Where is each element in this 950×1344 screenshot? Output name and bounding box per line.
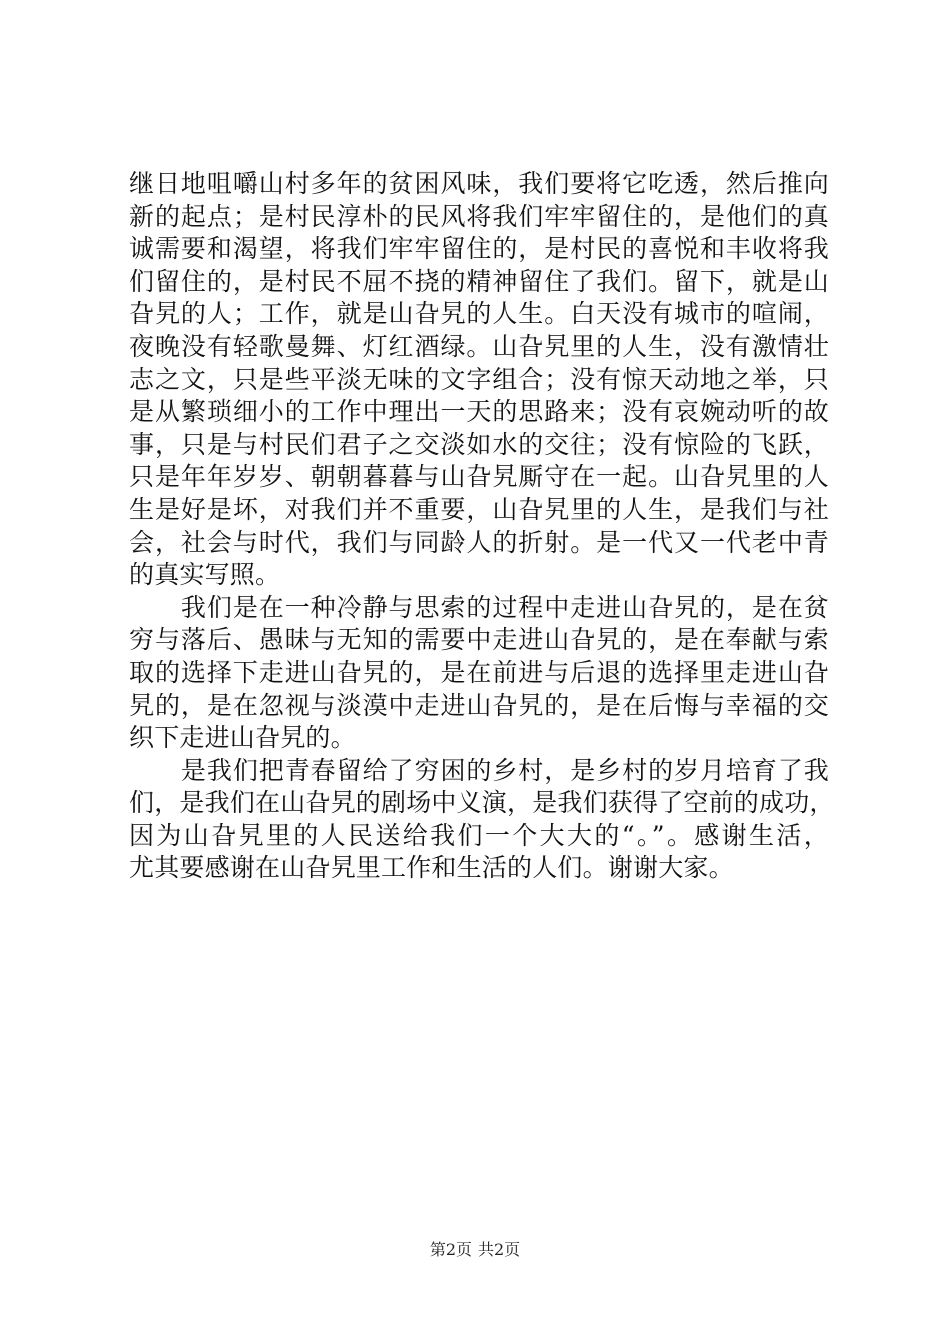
- text-line: 织下走进山旮旯的。: [129, 723, 356, 753]
- text-line: 诚需要和渴望，将我们牢牢留住的，是村民的喜悦和丰收将我: [129, 234, 829, 264]
- body-text: [129, 168, 835, 885]
- text-line: 的真实写照。: [129, 560, 281, 590]
- page-number: 第2页: [429, 1240, 472, 1259]
- text-line: 继日地咀嚼山村多年的贫困风味，我们要将它吃透，然后推向: [129, 169, 829, 198]
- text-line: 们，是我们在山旮旯的剧场中义演，是我们获得了空前的成功，: [129, 788, 835, 818]
- text-line: 取的选择下走进山旮旯的，是在前进与后退的选择里走进山旮: [129, 657, 829, 687]
- text-line: 会，社会与时代，我们与同龄人的折射。是一代又一代老中青: [129, 527, 829, 557]
- text-line: 事，只是与村民们君子之交淡如水的交往；没有惊险的飞跃，: [129, 429, 829, 459]
- text-line: 生是好是坏，对我们并不重要，山旮旯里的人生，是我们与社: [129, 494, 829, 524]
- text-line: 穷与落后、愚昧与无知的需要中走进山旮旯的，是在奉献与索: [129, 625, 829, 655]
- text-line: 只是年年岁岁、朝朝暮暮与山旮旯厮守在一起。山旮旯里的人: [129, 462, 829, 492]
- text-line: 志之文，只是些平淡无味的文字组合；没有惊天动地之举，只: [129, 364, 829, 394]
- page-footer: [0, 1240, 950, 1260]
- text-line: 旮旯的人；工作，就是山旮旯的人生。白天没有城市的喧闹，: [129, 299, 829, 329]
- text-line: 因为山旮旯里的人民送给我们一个大大的“。”。感谢生活，: [129, 820, 829, 850]
- text-line: 夜晚没有轻歌曼舞、灯红酒绿。山旮旯里的人生，没有激情壮: [129, 331, 829, 361]
- text-line: 们留住的，是村民不屈不挠的精神留住了我们。留下，就是山: [129, 266, 829, 296]
- text-line: 是我们把青春留给了穷困的乡村，是乡村的岁月培育了我: [129, 755, 829, 785]
- page-total: 共2页: [478, 1240, 521, 1259]
- text-line: 是从繁琐细小的工作中理出一天的思路来；没有哀婉动听的故: [129, 397, 829, 427]
- text-line: 旯的，是在忽视与淡漠中走进山旮旯的，是在后悔与幸福的交: [129, 690, 829, 720]
- text-line: 我们是在一种冷静与思索的过程中走进山旮旯的，是在贫: [129, 592, 829, 622]
- text-line: 新的起点；是村民淳朴的民风将我们牢牢留住的，是他们的真: [129, 201, 829, 231]
- text-line: 尤其要感谢在山旮旯里工作和生活的人们。谢谢大家。: [129, 853, 734, 883]
